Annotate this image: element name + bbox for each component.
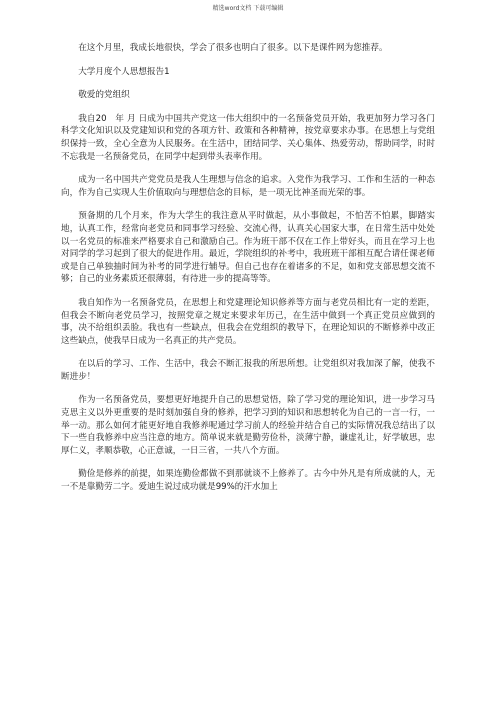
body-paragraph: 在以后的学习、工作、生活中，我会不断汇报我的所思所想。让党组织对我加深了解，使我不断进步！ (61, 359, 435, 382)
intro-paragraph: 在这个月里，我成长地很快，学会了很多也明白了很多。以下是课件网为您推荐。 (78, 43, 388, 53)
body-paragraph: 成为一名中国共产党党员是我人生理想与信念的追求。入党作为我学习、工作和生活的一种态向，作为自己实现人生价值取向与理想信念的目标，是一项无比神圣而光荣的事。 (61, 175, 435, 198)
report-title: 大学月度个人思想报告1 (78, 66, 170, 77)
document-body (61, 42, 435, 505)
page-header: 精选word文档 下载可编辑 (212, 5, 284, 12)
body-paragraph: 我自知作为一名预备党员，在思想上和党建理论知识修养等方面与老党员相比有一定的差距，但我会不断向老党员学习，按照党章之规定来要求年历己，在生活中做到一个真正党员应做到的事，决不给组织丢脸。我也有一些缺点，但我会在党组织的教导下，在理论知识的不断修养中改正这些缺点，使我早日成为一名真正的共产党员。 (61, 297, 435, 346)
salutation: 敬爱的党组织 (78, 90, 130, 101)
body-paragraph: 作为一名预备党员，要想更好地提升自己的思想觉悟，除了学习党的理论知识，进一步学习马克思主义以外更重要的是时刻加强自身的修养，把学习到的知识和思想转化为自己的一言一行，一举一动。那么如何才能更好地自我修养呢通过学习前人的经验并结合自己的实际情况我总结出了以下一些自我修养中应当注意的地方。简单说来就是勤劳俭朴，淡薄宁静，谦虚礼让，好学敏思，忠厚仁义，孝顺恭敬，心正意诚，一日三省，一共八个方面。 (61, 395, 435, 456)
body-paragraph: 我自20 年 月 日成为中国共产党这一伟大组织中的一名预备党员开始，我更加努力学习各门科学文化知识以及党建知识和党的各项方针、政策和各种精神，按党章要求办事。在思想上与党组织保持一致，全心全意为人民服务。在生活中，团结同学、关心集体、热爱劳动，帮助同学，时时不忘我是一名预备党员，在同学中起到带头表率作用。 (61, 113, 435, 162)
body-paragraph: 预备期的几个月来，作为大学生的我注意从平时做起，从小事做起，不怕苦不怕累，脚踏实地，认真工作，经常向老党员和同事学习经验、交流心得，认真关心国家大事，在日常生活中处处以一名党员的标准来严格要求自己和激励自己。作为班干部不仅在工作上带好头，而且在学习上也对同学的学习起到了很大的促进作用。最近，学院组织的补考中，我班班干部相互配合请任课老师或是自己单独抽时间为补考的同学进行辅导。但自己也存在着诸多的不足，如和党支部思想交流不够；自己的业务素质还很薄弱，有待进一步的提高等等。 (61, 211, 435, 285)
body-paragraph: 勤俭是修养的前提，如果连勤俭都做不到那就谈不上修养了。古今中外凡是有所成就的人，无一不是靠勤劳二字。爱迪生说过成功就是99%的汗水加上 (61, 469, 435, 493)
